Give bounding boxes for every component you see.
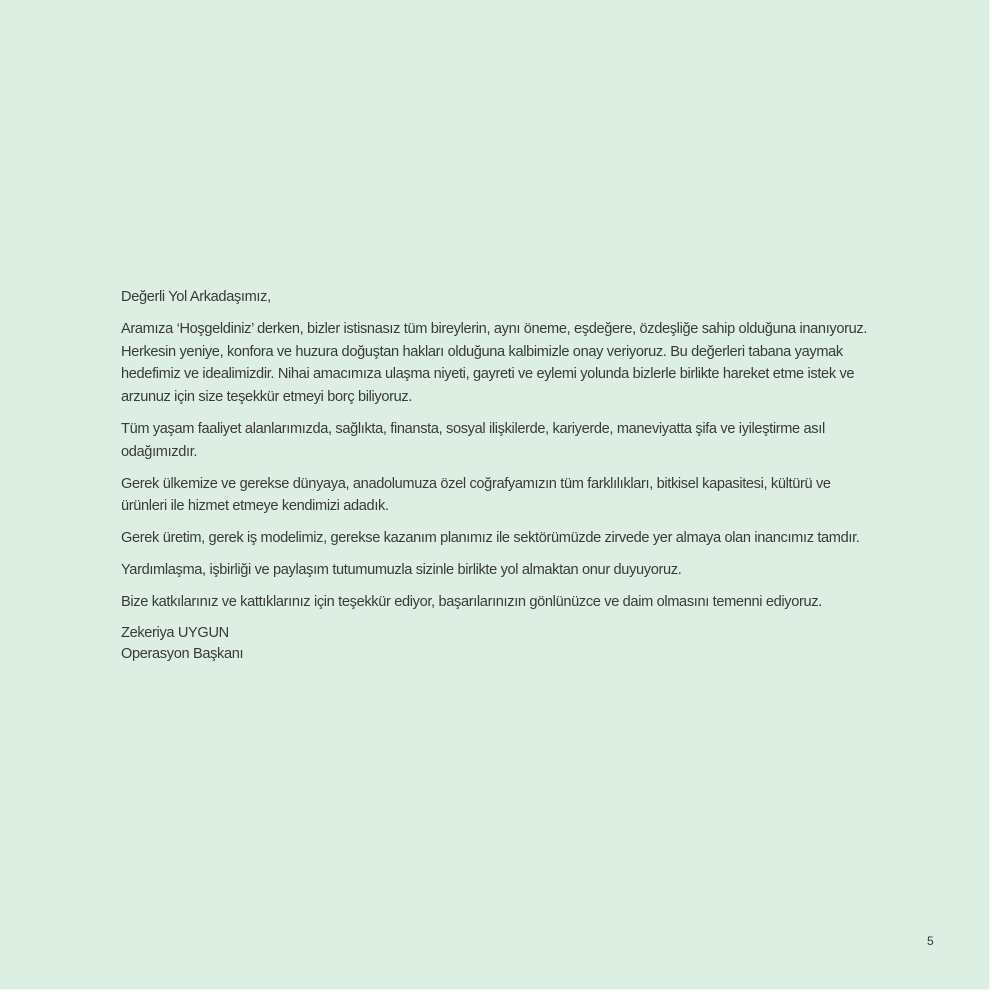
page-number: 5 [927,934,934,948]
letter-paragraph-6: Bize katkılarınız ve kattıklarınız için teşekkür ediyor, başarılarınızın gönlünüzce ve daim olmasını temenni ediyoruz. [121,593,822,610]
signature-block [121,623,871,665]
letter-paragraph-1: Aramıza ‘Hoşgeldiniz’ derken, bizler istisnasız tüm bireylerin, aynı öneme, eşdeğere, özdeşliğe sahip olduğuna inanıyoruz. Herkesin yeniye, konfora ve huzura doğuştan hakları olduğuna kalbimizle onay veriyoruz. Bu değerleri tabana yaymak hedefimiz ve idealimizdir. Nihai amacımıza ulaşma niyeti, gayreti ve eylemi yolunda bizlerle birlikte hareket etme istek ve arzunuz için size teşekkür etmeyi borç biliyoruz. [121,320,868,406]
letter-greeting: Değerli Yol Arkadaşımız, [121,289,271,305]
letter-paragraph-3: Gerek ülkemize ve gerekse dünyaya, anadolumuza özel coğrafyamızın tüm farklılıkları, bitkisel kapasitesi, kültürü ve ürünleri ile hizmet etmeye kendimizi adadık. [121,475,831,515]
signature-name: Zekeriya UYGUN [121,624,229,641]
signature-title: Operasyon Başkanı [121,645,244,662]
letter-paragraph-5: Yardımlaşma, işbirliği ve paylaşım tutumumuzla sizinle birlikte yol almaktan onur duyuyoruz. [121,561,682,578]
letter-paragraph-2: Tüm yaşam faaliyet alanlarımızda, sağlıkta, finansta, sosyal ilişkilerde, kariyerde, maneviyatta şifa ve iyileştirme asıl odağımızdır. [121,420,825,460]
letter-body [121,286,871,665]
letter-paragraph-4: Gerek üretim, gerek iş modelimiz, gerekse kazanım planımız ile sektörümüzde zirvede yer almaya olan inancımız tamdır. [121,530,860,547]
